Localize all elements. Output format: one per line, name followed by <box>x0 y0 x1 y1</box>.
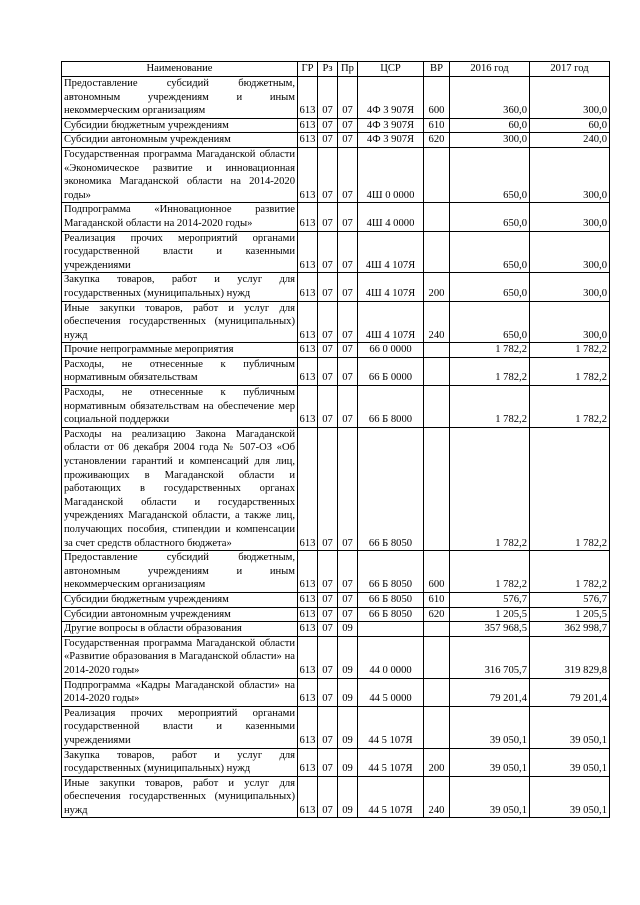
table-row <box>62 607 610 622</box>
cell-rz: 07 <box>318 147 338 202</box>
cell-csr: 4Ф 3 907Я <box>358 118 424 133</box>
cell-y2017: 1 782,2 <box>530 427 610 550</box>
cell-y2017: 300,0 <box>530 147 610 202</box>
cell-pr: 07 <box>338 607 358 622</box>
cell-csr: 66 Б 8000 <box>358 386 424 428</box>
cell-y2017: 60,0 <box>530 118 610 133</box>
cell-gr: 613 <box>298 147 318 202</box>
cell-pr: 09 <box>338 678 358 706</box>
cell-pr: 07 <box>338 147 358 202</box>
cell-pr: 07 <box>338 133 358 148</box>
cell-name: Другие вопросы в области образования <box>62 622 298 637</box>
cell-csr: 4Ш 4 107Я <box>358 301 424 343</box>
cell-y2017: 1 782,2 <box>530 551 610 593</box>
cell-vr <box>424 343 450 358</box>
cell-csr: 4Ф 3 907Я <box>358 77 424 119</box>
table-row <box>62 147 610 202</box>
cell-csr: 44 5 107Я <box>358 748 424 776</box>
header-2016: 2016 год <box>450 62 530 77</box>
cell-name: Реализация прочих мероприятий органами государственной власти и казенными учреждениями <box>62 706 298 748</box>
cell-vr <box>424 622 450 637</box>
cell-rz: 07 <box>318 301 338 343</box>
cell-y2017: 39 050,1 <box>530 776 610 818</box>
cell-name: Прочие непрограммные мероприятия <box>62 343 298 358</box>
cell-rz: 07 <box>318 357 338 385</box>
cell-y2016: 576,7 <box>450 592 530 607</box>
cell-gr: 613 <box>298 678 318 706</box>
cell-y2016: 360,0 <box>450 77 530 119</box>
cell-rz: 07 <box>318 133 338 148</box>
cell-rz: 07 <box>318 77 338 119</box>
cell-pr: 09 <box>338 748 358 776</box>
header-vr: ВР <box>424 62 450 77</box>
cell-name: Расходы, не отнесенные к публичным нормативным обязательствам <box>62 357 298 385</box>
cell-csr: 44 5 107Я <box>358 706 424 748</box>
cell-gr: 613 <box>298 301 318 343</box>
cell-pr: 09 <box>338 622 358 637</box>
cell-name: Реализация прочих мероприятий органами государственной власти и казенными учреждениями <box>62 231 298 273</box>
table-row <box>62 301 610 343</box>
cell-vr <box>424 706 450 748</box>
cell-gr: 613 <box>298 706 318 748</box>
cell-rz: 07 <box>318 203 338 231</box>
cell-pr: 07 <box>338 551 358 593</box>
cell-name: Предоставление субсидий бюджетным, автономным учреждениям и иным некоммерческим организациям <box>62 551 298 593</box>
table-body <box>62 77 610 818</box>
cell-y2017: 1 782,2 <box>530 357 610 385</box>
cell-gr: 613 <box>298 77 318 119</box>
cell-vr <box>424 203 450 231</box>
cell-vr: 240 <box>424 301 450 343</box>
cell-rz: 07 <box>318 636 338 678</box>
cell-rz: 07 <box>318 607 338 622</box>
cell-csr: 4Ф 3 907Я <box>358 133 424 148</box>
cell-vr: 600 <box>424 551 450 593</box>
table-row <box>62 776 610 818</box>
header-2017: 2017 год <box>530 62 610 77</box>
cell-rz: 07 <box>318 706 338 748</box>
cell-gr: 613 <box>298 133 318 148</box>
cell-rz: 07 <box>318 118 338 133</box>
cell-name: Подпрограмма «Кадры Магаданской области» на 2014-2020 годы» <box>62 678 298 706</box>
cell-csr: 44 5 107Я <box>358 776 424 818</box>
header-rz: Рз <box>318 62 338 77</box>
cell-pr: 07 <box>338 231 358 273</box>
cell-vr <box>424 636 450 678</box>
cell-pr: 07 <box>338 118 358 133</box>
cell-y2017: 240,0 <box>530 133 610 148</box>
cell-gr: 613 <box>298 622 318 637</box>
table-row <box>62 592 610 607</box>
table-row <box>62 427 610 550</box>
cell-gr: 613 <box>298 386 318 428</box>
cell-name: Подпрограмма «Инновационное развитие Магаданской области на 2014-2020 годы» <box>62 203 298 231</box>
cell-name: Расходы, не отнесенные к публичным нормативным обязательствам на обеспечение мер социальной поддержки <box>62 386 298 428</box>
cell-vr <box>424 147 450 202</box>
cell-y2016: 650,0 <box>450 203 530 231</box>
table-row <box>62 622 610 637</box>
cell-pr: 07 <box>338 301 358 343</box>
cell-vr: 200 <box>424 273 450 301</box>
cell-vr: 620 <box>424 133 450 148</box>
cell-csr: 4Ш 0 0000 <box>358 147 424 202</box>
cell-y2017: 39 050,1 <box>530 748 610 776</box>
cell-y2016: 300,0 <box>450 133 530 148</box>
cell-y2017: 1 205,5 <box>530 607 610 622</box>
cell-name: Субсидии бюджетным учреждениям <box>62 118 298 133</box>
cell-csr: 4Ш 4 107Я <box>358 273 424 301</box>
cell-name: Закупка товаров, работ и услуг для государственных (муниципальных) нужд <box>62 748 298 776</box>
header-pr: Пр <box>338 62 358 77</box>
cell-y2017: 362 998,7 <box>530 622 610 637</box>
cell-vr: 610 <box>424 592 450 607</box>
table-row <box>62 386 610 428</box>
table-row <box>62 343 610 358</box>
table-row <box>62 357 610 385</box>
cell-name: Закупка товаров, работ и услуг для государственных (муниципальных) нужд <box>62 273 298 301</box>
cell-y2017: 319 829,8 <box>530 636 610 678</box>
table-row <box>62 551 610 593</box>
cell-rz: 07 <box>318 273 338 301</box>
cell-csr: 66 Б 0000 <box>358 357 424 385</box>
cell-y2017: 1 782,2 <box>530 343 610 358</box>
table-row <box>62 748 610 776</box>
cell-gr: 613 <box>298 748 318 776</box>
cell-gr: 613 <box>298 551 318 593</box>
cell-vr: 200 <box>424 748 450 776</box>
header-csr: ЦСР <box>358 62 424 77</box>
cell-rz: 07 <box>318 748 338 776</box>
cell-csr: 66 Б 8050 <box>358 607 424 622</box>
cell-csr: 44 0 0000 <box>358 636 424 678</box>
cell-y2016: 60,0 <box>450 118 530 133</box>
cell-name: Государственная программа Магаданской области «Экономическое развитие и инновационная экономика Магаданской области на 2014-2020 годы» <box>62 147 298 202</box>
cell-vr <box>424 357 450 385</box>
cell-vr <box>424 386 450 428</box>
cell-y2016: 316 705,7 <box>450 636 530 678</box>
cell-pr: 07 <box>338 427 358 550</box>
cell-name: Субсидии автономным учреждениям <box>62 607 298 622</box>
cell-y2016: 1 205,5 <box>450 607 530 622</box>
cell-y2016: 650,0 <box>450 273 530 301</box>
table-row <box>62 133 610 148</box>
cell-y2016: 650,0 <box>450 301 530 343</box>
cell-csr: 4Ш 4 0000 <box>358 203 424 231</box>
cell-rz: 07 <box>318 776 338 818</box>
cell-y2016: 39 050,1 <box>450 748 530 776</box>
cell-gr: 613 <box>298 343 318 358</box>
table-row <box>62 231 610 273</box>
table-row <box>62 203 610 231</box>
cell-y2017: 300,0 <box>530 203 610 231</box>
cell-gr: 613 <box>298 231 318 273</box>
cell-y2016: 1 782,2 <box>450 386 530 428</box>
cell-rz: 07 <box>318 343 338 358</box>
cell-gr: 613 <box>298 607 318 622</box>
cell-y2016: 1 782,2 <box>450 427 530 550</box>
cell-y2016: 1 782,2 <box>450 357 530 385</box>
cell-y2016: 1 782,2 <box>450 551 530 593</box>
cell-gr: 613 <box>298 203 318 231</box>
cell-name: Государственная программа Магаданской области «Развитие образования в Магаданской области» на 2014-2020 годы» <box>62 636 298 678</box>
cell-y2017: 79 201,4 <box>530 678 610 706</box>
table-row <box>62 77 610 119</box>
cell-y2016: 79 201,4 <box>450 678 530 706</box>
cell-name: Субсидии бюджетным учреждениям <box>62 592 298 607</box>
cell-name: Иные закупки товаров, работ и услуг для обеспечения государственных (муниципальных) нужд <box>62 301 298 343</box>
cell-name: Субсидии автономным учреждениям <box>62 133 298 148</box>
cell-rz: 07 <box>318 427 338 550</box>
cell-csr: 66 Б 8050 <box>358 551 424 593</box>
cell-pr: 07 <box>338 592 358 607</box>
cell-vr <box>424 231 450 273</box>
cell-csr: 66 Б 8050 <box>358 427 424 550</box>
cell-y2016: 1 782,2 <box>450 343 530 358</box>
cell-vr <box>424 427 450 550</box>
cell-name: Предоставление субсидий бюджетным, автономным учреждениям и иным некоммерческим организациям <box>62 77 298 119</box>
table-row <box>62 118 610 133</box>
cell-pr: 07 <box>338 77 358 119</box>
cell-rz: 07 <box>318 231 338 273</box>
cell-name: Иные закупки товаров, работ и услуг для обеспечения государственных (муниципальных) нужд <box>62 776 298 818</box>
cell-rz: 07 <box>318 592 338 607</box>
cell-y2017: 39 050,1 <box>530 706 610 748</box>
table-row <box>62 706 610 748</box>
table-header-row <box>62 62 610 77</box>
budget-table <box>61 61 610 818</box>
cell-y2017: 300,0 <box>530 77 610 119</box>
cell-y2017: 300,0 <box>530 301 610 343</box>
cell-vr: 610 <box>424 118 450 133</box>
cell-csr <box>358 622 424 637</box>
cell-vr <box>424 678 450 706</box>
cell-pr: 07 <box>338 203 358 231</box>
cell-gr: 613 <box>298 776 318 818</box>
cell-name: Расходы на реализацию Закона Магаданской области от 06 декабря 2004 года № 507-ОЗ «Об установлении гарантий и компенсаций для лиц, проживающих в Магаданской области и работающих в государственных органах Магаданской области и государственных учреждениях Магаданской области, а также лиц, получающих пособия, стипендии и компенсации за счет средств областного бюджета» <box>62 427 298 550</box>
cell-vr: 620 <box>424 607 450 622</box>
cell-rz: 07 <box>318 622 338 637</box>
cell-gr: 613 <box>298 427 318 550</box>
cell-gr: 613 <box>298 357 318 385</box>
cell-y2016: 357 968,5 <box>450 622 530 637</box>
cell-rz: 07 <box>318 386 338 428</box>
table-row <box>62 273 610 301</box>
cell-csr: 66 0 0000 <box>358 343 424 358</box>
cell-rz: 07 <box>318 678 338 706</box>
cell-y2016: 39 050,1 <box>450 776 530 818</box>
cell-csr: 66 Б 8050 <box>358 592 424 607</box>
header-name: Наименование <box>62 62 298 77</box>
cell-gr: 613 <box>298 118 318 133</box>
table-row <box>62 678 610 706</box>
cell-csr: 44 5 0000 <box>358 678 424 706</box>
document-page <box>61 61 610 818</box>
cell-gr: 613 <box>298 592 318 607</box>
cell-y2017: 576,7 <box>530 592 610 607</box>
cell-pr: 09 <box>338 776 358 818</box>
cell-y2017: 300,0 <box>530 231 610 273</box>
cell-pr: 07 <box>338 273 358 301</box>
cell-rz: 07 <box>318 551 338 593</box>
cell-y2017: 1 782,2 <box>530 386 610 428</box>
cell-vr: 240 <box>424 776 450 818</box>
cell-gr: 613 <box>298 273 318 301</box>
cell-pr: 09 <box>338 636 358 678</box>
cell-pr: 07 <box>338 357 358 385</box>
table-row <box>62 636 610 678</box>
cell-csr: 4Ш 4 107Я <box>358 231 424 273</box>
cell-y2017: 300,0 <box>530 273 610 301</box>
cell-vr: 600 <box>424 77 450 119</box>
cell-y2016: 650,0 <box>450 231 530 273</box>
header-gr: ГР <box>298 62 318 77</box>
cell-y2016: 39 050,1 <box>450 706 530 748</box>
cell-pr: 07 <box>338 343 358 358</box>
cell-gr: 613 <box>298 636 318 678</box>
cell-pr: 09 <box>338 706 358 748</box>
cell-pr: 07 <box>338 386 358 428</box>
cell-y2016: 650,0 <box>450 147 530 202</box>
